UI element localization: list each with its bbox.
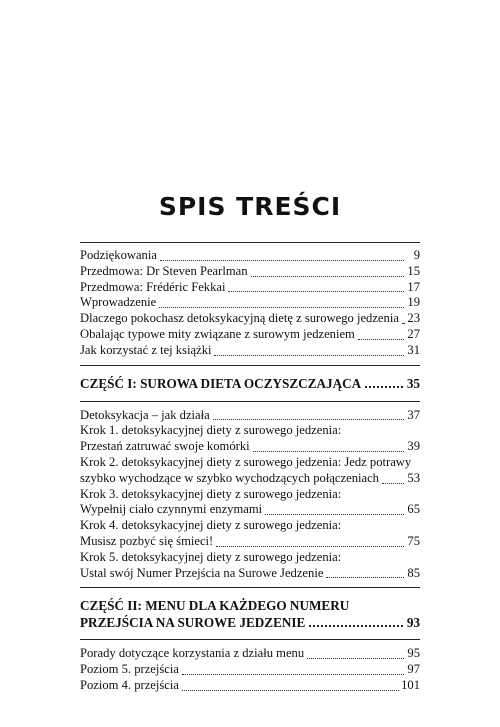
toc-entry[interactable] bbox=[80, 248, 420, 264]
entry-title: Wprowadzenie bbox=[80, 295, 157, 310]
entry-page: 75 bbox=[407, 533, 420, 548]
toc-entry[interactable] bbox=[80, 455, 420, 487]
entry-title-line: Krok 4. detoksykacyjnej diety z surowego jedzenia: bbox=[80, 518, 342, 533]
dot-leader bbox=[358, 338, 404, 340]
entry-title: Ustal swój Numer Przejścia na Surowe Jedzenie bbox=[80, 565, 324, 580]
toc-entry[interactable] bbox=[80, 295, 420, 311]
toc-entry[interactable] bbox=[80, 280, 420, 296]
entry-page: 31 bbox=[407, 342, 420, 357]
entry-page: 53 bbox=[407, 470, 420, 485]
toc-entry[interactable] bbox=[80, 678, 420, 694]
dot-leader bbox=[251, 275, 404, 277]
toc-entry[interactable] bbox=[80, 327, 420, 343]
dot-leader bbox=[228, 290, 404, 292]
entry-title: Przedmowa: Frédéric Fekkai bbox=[80, 279, 226, 294]
entry-page: 15 bbox=[407, 263, 420, 278]
toc-entry[interactable] bbox=[80, 646, 420, 662]
entry-title: Wypełnij ciało czynnymi enzymami bbox=[80, 502, 263, 517]
entry-page: 97 bbox=[407, 662, 420, 677]
entry-title: Dlaczego pokochasz detoksykacyjną dietę z surowego jedzenia bbox=[80, 311, 399, 326]
dot-leader bbox=[160, 259, 404, 261]
entry-page: 95 bbox=[407, 646, 420, 661]
entry-title: Przedmowa: Dr Steven Pearlman bbox=[80, 263, 248, 278]
dot-leader bbox=[182, 689, 399, 691]
entry-page: 39 bbox=[407, 439, 420, 454]
part-page: 35 bbox=[406, 375, 420, 391]
dot-leader bbox=[213, 418, 404, 420]
dot-leader bbox=[216, 545, 404, 547]
part-heading[interactable] bbox=[80, 366, 420, 401]
entry-title-line: Krok 1. detoksykacyjnej diety z surowego jedzenia: bbox=[80, 423, 342, 438]
part-one-list bbox=[80, 402, 420, 588]
toc-entry[interactable] bbox=[80, 311, 420, 327]
toc-entry[interactable] bbox=[80, 518, 420, 550]
entry-page: 19 bbox=[407, 295, 420, 310]
dot-leader bbox=[365, 385, 403, 388]
entry-title: Porady dotyczące korzystania z działu menu bbox=[80, 646, 305, 661]
entry-title: szybko wychodzące w szybko wychodzących połączeniach bbox=[80, 470, 379, 485]
entry-title-line: Krok 3. detoksykacyjnej diety z surowego jedzenia: bbox=[80, 486, 342, 501]
dot-leader bbox=[382, 482, 404, 484]
front-matter-list bbox=[80, 243, 420, 365]
part-title: CZĘŚĆ I: SUROWA DIETA OCZYSZCZAJĄCA bbox=[80, 375, 362, 391]
dot-leader bbox=[214, 354, 404, 356]
entry-page: 65 bbox=[407, 502, 420, 517]
entry-page: 9 bbox=[413, 248, 420, 262]
page-title: SPIS TREŚCI bbox=[158, 192, 342, 221]
toc-entry[interactable] bbox=[80, 487, 420, 519]
dot-leader bbox=[182, 673, 404, 675]
entry-title: Detoksykacja – jak działa bbox=[80, 407, 210, 422]
toc-entry[interactable] bbox=[80, 343, 420, 359]
part-heading[interactable] bbox=[80, 588, 420, 639]
dot-leader bbox=[307, 657, 404, 659]
entry-page: 23 bbox=[407, 311, 420, 326]
dot-leader bbox=[159, 306, 404, 308]
part-title-line: CZĘŚĆ II: MENU DLA KAŻDEGO NUMERU bbox=[80, 598, 350, 614]
entry-page: 17 bbox=[407, 279, 420, 294]
dot-leader bbox=[402, 322, 404, 324]
dot-leader bbox=[309, 624, 402, 627]
toc-entry[interactable] bbox=[80, 264, 420, 280]
table-of-contents bbox=[80, 242, 420, 694]
dot-leader bbox=[265, 513, 404, 515]
toc-entry[interactable] bbox=[80, 662, 420, 678]
entry-title: Obalając typowe mity związane z surowym jedzeniem bbox=[80, 326, 355, 341]
entry-page: 85 bbox=[407, 565, 420, 580]
entry-title: Poziom 5. przejścia bbox=[80, 662, 179, 677]
dot-leader bbox=[326, 576, 404, 578]
dot-leader bbox=[253, 450, 404, 452]
entry-page: 27 bbox=[407, 326, 420, 341]
toc-entry[interactable] bbox=[80, 423, 420, 455]
entry-page: 101 bbox=[401, 677, 420, 692]
part-title: PRZEJŚCIA NA SUROWE JEDZENIE bbox=[80, 615, 306, 631]
entry-title: Podziękowania bbox=[80, 248, 157, 262]
entry-title: Jak korzystać z tej książki bbox=[80, 342, 212, 357]
entry-title-line: Krok 2. detoksykacyjnej diety z surowego jedzenia: Jedz potrawy bbox=[80, 454, 412, 469]
entry-title-line: Krok 5. detoksykacyjnej diety z surowego jedzenia: bbox=[80, 549, 342, 564]
toc-entry[interactable] bbox=[80, 408, 420, 424]
entry-page: 37 bbox=[407, 407, 420, 422]
toc-entry[interactable] bbox=[80, 550, 420, 582]
entry-title: Musisz pozbyć się śmieci! bbox=[80, 533, 214, 548]
part-page: 93 bbox=[406, 615, 420, 631]
entry-title: Przestań zatruwać swoje komórki bbox=[80, 439, 250, 454]
entry-title: Poziom 4. przejścia bbox=[80, 677, 179, 692]
part-two-list bbox=[80, 640, 420, 693]
